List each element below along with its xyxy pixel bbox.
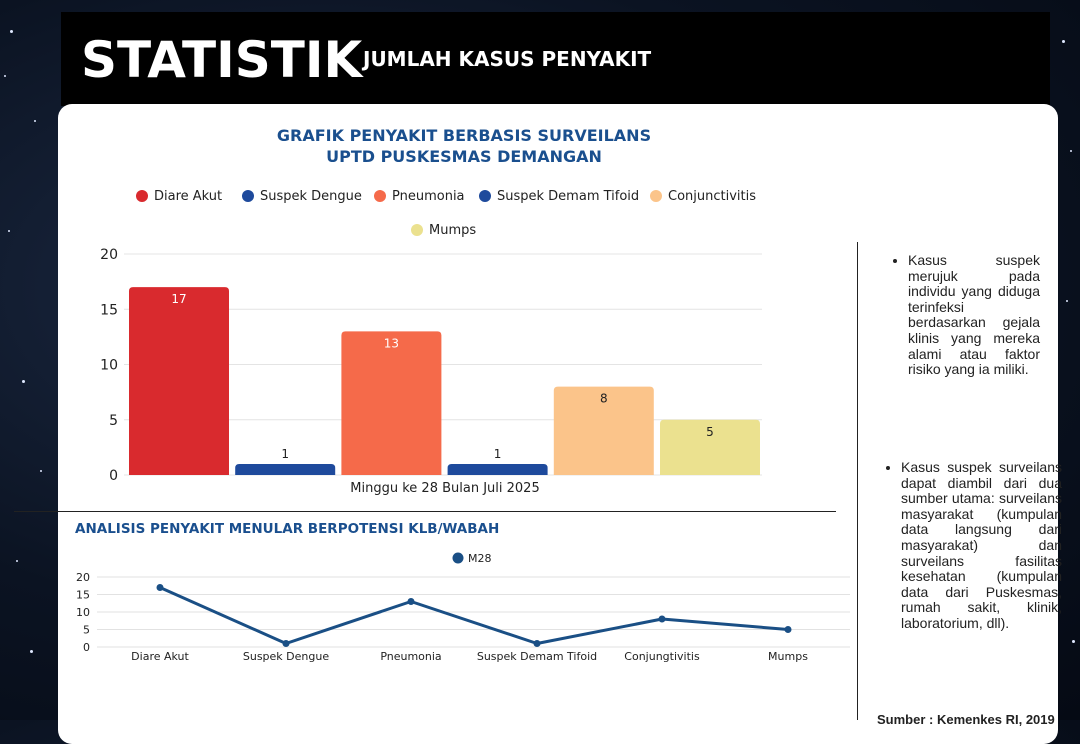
line-data-point [157, 584, 164, 591]
bar [129, 287, 229, 475]
line-y-tick-label: 10 [76, 606, 90, 619]
line-legend-marker [453, 553, 464, 564]
line-data-point [785, 626, 792, 633]
legend-marker [136, 190, 148, 202]
line-x-tick-label: Conjungtivitis [624, 650, 700, 663]
bar-value-label: 1 [281, 446, 290, 461]
legend-label: Mumps [429, 223, 477, 238]
bar [448, 464, 548, 475]
line-legend-label: M28 [468, 552, 492, 565]
legend-label: Conjunctivitis [668, 189, 757, 204]
line-data-point [659, 616, 666, 623]
line-y-tick-label: 0 [83, 641, 90, 654]
header-title-big: STATISTIK [81, 31, 363, 89]
line-x-tick-label: Suspek Dengue [242, 650, 330, 663]
side-note-1: • Kasus suspek merujuk pada individu yang diduga terinfeksi berdasarkan gejala klinis yang mereka alami atau faktor risiko yang ia miliki. [908, 253, 1040, 378]
y-tick-label: 0 [109, 468, 118, 484]
header-title-small: JUMLAH KASUS PENYAKIT [363, 47, 652, 71]
vertical-divider [857, 242, 858, 720]
line-series-path [160, 588, 788, 644]
y-tick-label: 15 [100, 302, 118, 319]
horizontal-divider [14, 511, 836, 512]
bar-value-label: 13 [383, 336, 400, 351]
line-data-point [408, 598, 415, 605]
legend-label: Suspek Demam Tifoid [497, 189, 640, 204]
y-tick-label: 20 [100, 247, 118, 263]
side-note-list-2 [884, 460, 1062, 632]
y-tick-label: 10 [100, 357, 118, 374]
legend-label: Pneumonia [392, 189, 465, 204]
line-x-tick-label: Pneumonia [380, 650, 442, 663]
bar [341, 331, 441, 475]
bar-value-label: 8 [599, 391, 608, 406]
legend-marker [650, 190, 662, 202]
line-data-point [534, 640, 541, 647]
line-x-tick-label: Diare Akut [131, 650, 189, 663]
bar-value-label: 17 [171, 292, 187, 307]
legend-label: Suspek Dengue [260, 189, 362, 204]
line-y-tick-label: 15 [76, 588, 90, 602]
bar-value-label: 5 [706, 424, 714, 439]
legend-marker [374, 190, 386, 202]
x-axis-label: Minggu ke 28 Bulan Juli 2025 [350, 481, 540, 496]
line-data-point [283, 640, 290, 647]
legend-marker [479, 190, 491, 202]
side-note-list-1 [891, 253, 1040, 378]
side-note-2: • Kasus suspek surveilans dapat diambil dari dua sumber utama: surveilans masyarakat (kumpulan data langsung dari masyarakat) dan surveilans fasilitas kesehatan (kumpulan data dari Puskesmas, rumah sakit, klinik, laboratorium, dll). [901, 460, 1062, 632]
chart-title-line-2: UPTD PUSKESMAS DEMANGAN [326, 147, 602, 166]
chart-title-line-1: GRAFIK PENYAKIT BERBASIS SURVEILANS [276, 126, 652, 145]
line-chart-title: ANALISIS PENYAKIT MENULAR BERPOTENSI KLB/WABAH [75, 521, 500, 537]
line-y-tick-label: 20 [76, 571, 90, 584]
legend-marker [242, 190, 254, 202]
source-note: Sumber : Kemenkes RI, 2019 [877, 712, 1055, 727]
y-tick-label: 5 [109, 412, 118, 429]
legend-marker [411, 224, 423, 236]
bar-value-label: 1 [493, 446, 502, 461]
line-y-tick-label: 5 [83, 623, 90, 637]
line-x-tick-label: Suspek Demam Tifoid [476, 650, 598, 663]
line-x-tick-label: Mumps [768, 650, 808, 663]
bar [235, 464, 335, 475]
legend-label: Diare Akut [154, 189, 223, 204]
